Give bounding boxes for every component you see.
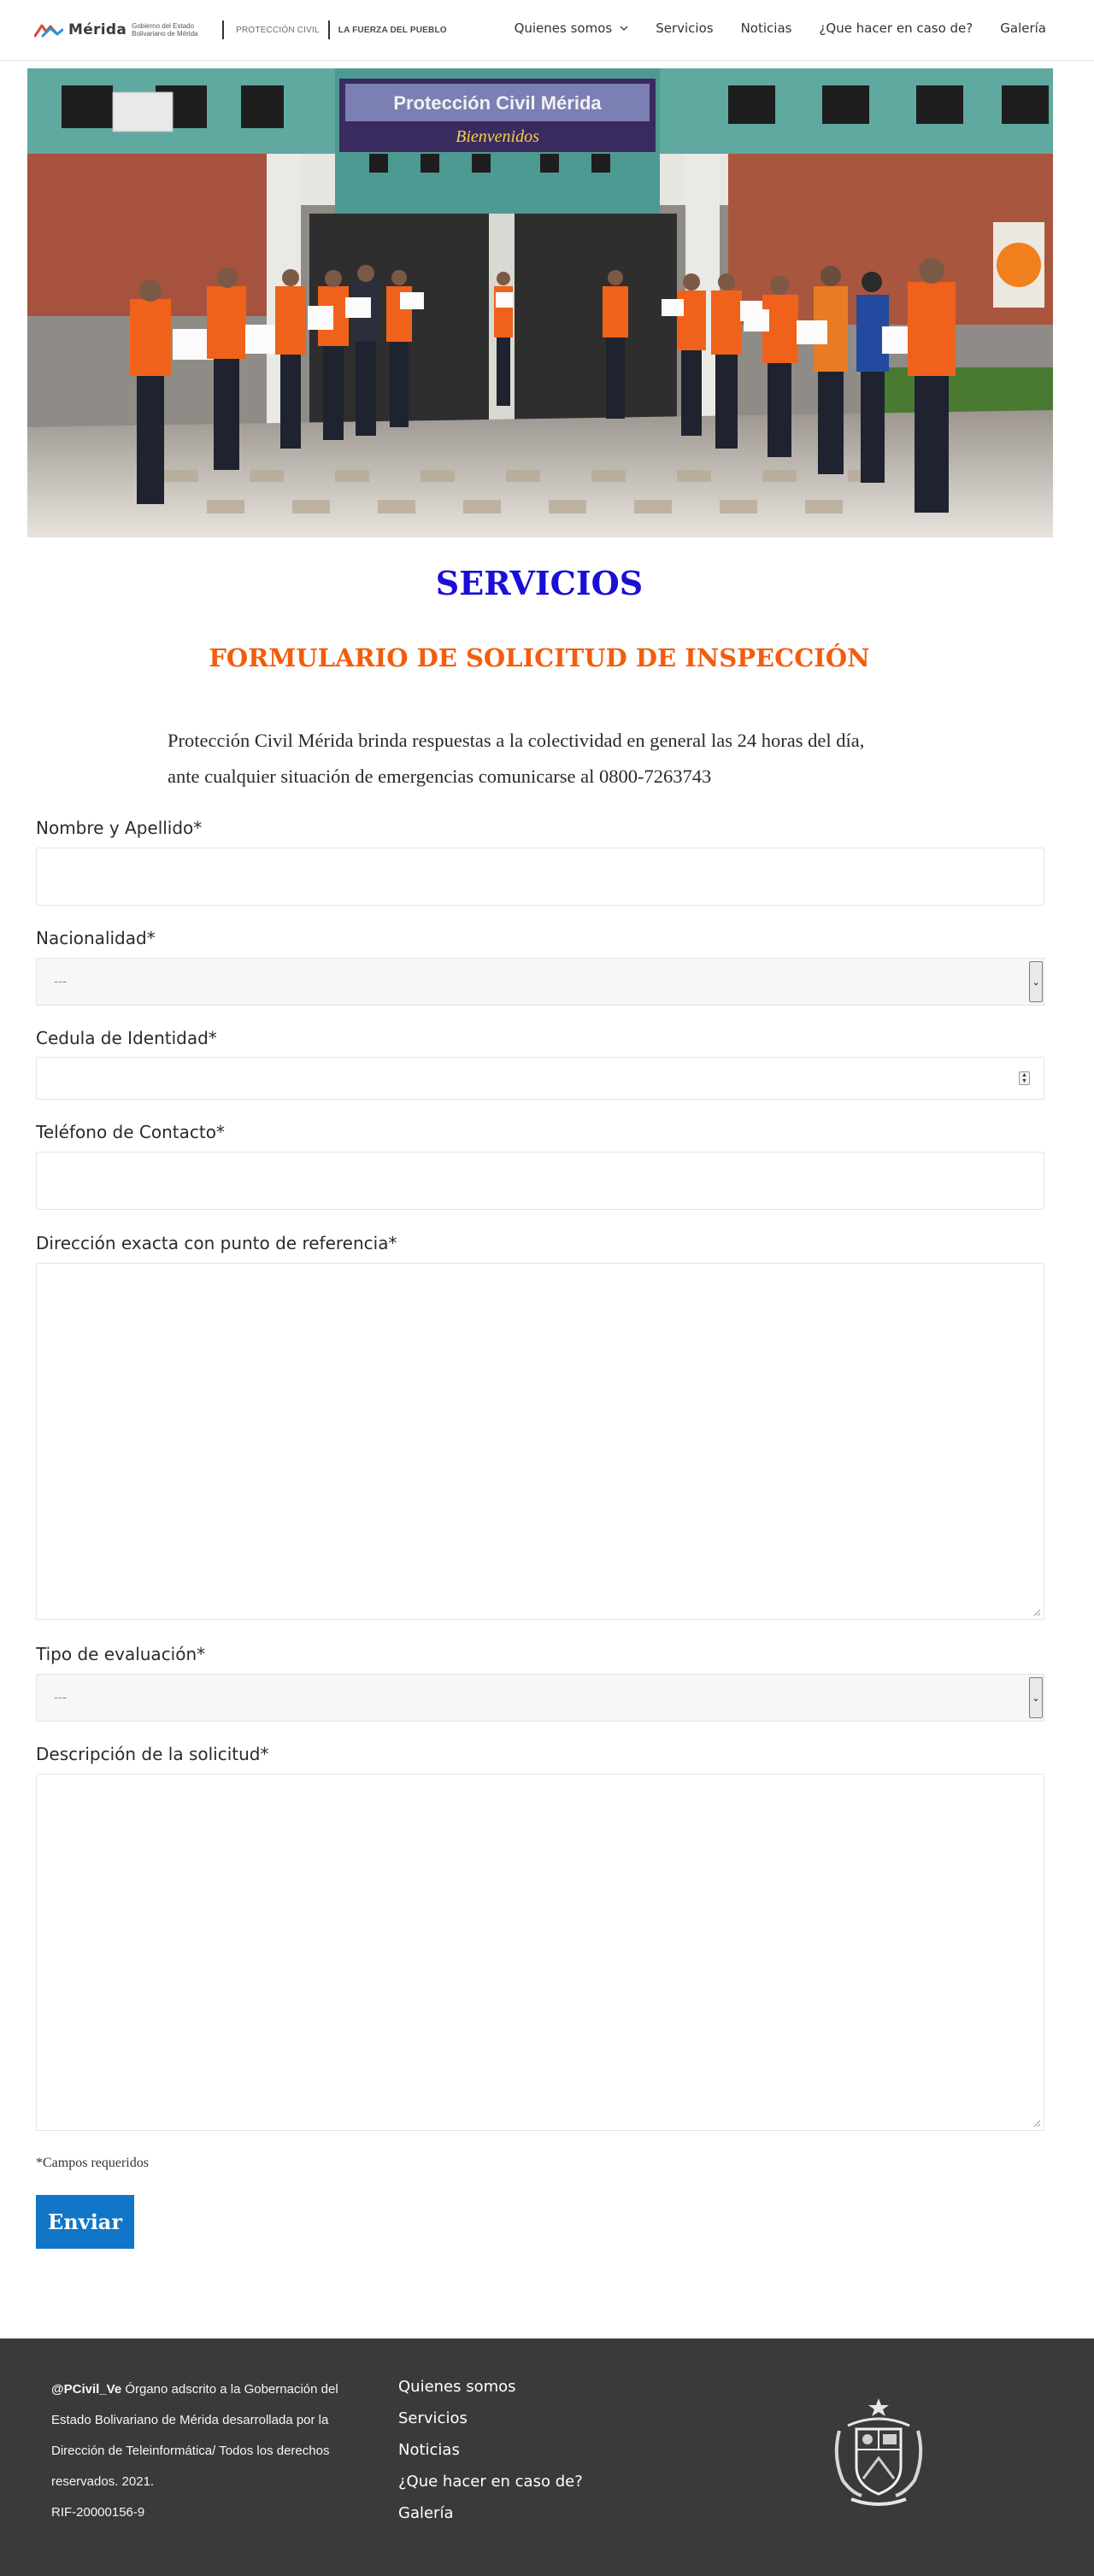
intro-text xyxy=(168,723,937,795)
footer-link-servicios[interactable]: Servicios xyxy=(398,2409,468,2427)
phone-input[interactable] xyxy=(36,1152,1044,1210)
footer-nav xyxy=(398,2371,583,2529)
footer-about-text: Órgano adscrito a la Gobernación del Estado Bolivariano de Mérida desarrollada por la Dirección de Teleinformática/ Todos los derechos reservados. 2021. xyxy=(51,2382,338,2489)
address-label: Dirección exacta con punto de referencia* xyxy=(36,1233,397,1253)
name-label: Nombre y Apellido* xyxy=(36,818,203,838)
resize-handle-icon[interactable] xyxy=(1033,2120,1041,2127)
description-textarea[interactable] xyxy=(36,1774,1044,2131)
nav-noticias[interactable]: Noticias xyxy=(740,21,792,36)
intro-line-2: ante cualquier situación de emergencias comunicarse al 0800-7263743 xyxy=(168,766,712,787)
id-label: Cedula de Identidad* xyxy=(36,1028,217,1048)
footer-link-que-hacer[interactable]: ¿Que hacer en caso de? xyxy=(398,2473,583,2491)
logo-divider xyxy=(328,21,330,39)
footer-rif: RIF-20000156-9 xyxy=(51,2505,145,2520)
chevron-down-icon xyxy=(620,24,628,32)
nav-label: Quienes somos xyxy=(514,21,613,36)
nav-quienes-somos[interactable] xyxy=(515,21,629,36)
coat-of-arms-icon xyxy=(831,2397,926,2509)
footer-link-noticias[interactable]: Noticias xyxy=(398,2441,460,2459)
nationality-select[interactable] xyxy=(36,958,1044,1006)
required-fields-note: *Campos requeridos xyxy=(36,2156,149,2170)
evaluation-type-select[interactable] xyxy=(36,1674,1044,1722)
logo-proteccion-civil: PROTECCIÓN CIVIL xyxy=(236,25,320,35)
chevron-down-icon[interactable]: ⌄ xyxy=(1029,961,1043,1002)
page-title: SERVICIOS xyxy=(435,564,644,602)
banner-text: Protección Civil Mérida xyxy=(393,92,602,114)
logo-subtitle: Gobierno del Estado Bolivariano de Mérida xyxy=(132,22,198,38)
footer-link-quienes-somos[interactable]: Quienes somos xyxy=(398,2378,516,2396)
nationality-label: Nacionalidad* xyxy=(36,928,156,948)
chevron-down-icon[interactable]: ⌄ xyxy=(1029,1677,1043,1718)
nav-galeria[interactable]: Galería xyxy=(1000,21,1046,36)
logo-divider xyxy=(222,21,224,39)
main-nav xyxy=(515,21,1046,36)
description-label: Descripción de la solicitud* xyxy=(36,1744,269,1764)
site-header xyxy=(0,0,1094,61)
hero-photo xyxy=(27,68,1053,537)
phone-label: Teléfono de Contacto* xyxy=(36,1122,225,1142)
twitter-handle-link[interactable]: @PCivil_Ve xyxy=(51,2382,122,2397)
number-spinner-icon[interactable]: ▲ ▼ xyxy=(1019,1071,1030,1085)
site-footer xyxy=(0,2338,1094,2576)
mountains-logo-icon xyxy=(34,21,63,38)
nav-servicios[interactable]: Servicios xyxy=(656,21,714,36)
name-input[interactable] xyxy=(36,848,1044,906)
welcome-text: Bienvenidos xyxy=(456,127,539,146)
form-title: FORMULARIO DE SOLICITUD DE INSPECCIÓN xyxy=(209,643,870,672)
logo-wordmark: Mérida xyxy=(68,21,127,38)
footer-about xyxy=(51,2374,373,2528)
evaluation-type-selected-value: --- xyxy=(54,1690,67,1705)
id-number-input[interactable] xyxy=(36,1057,1044,1100)
submit-button[interactable]: Enviar xyxy=(36,2195,134,2249)
nationality-selected-value: --- xyxy=(54,974,67,989)
hero-photo-illustration xyxy=(27,68,1053,537)
address-textarea[interactable] xyxy=(36,1263,1044,1620)
intro-line-1: Protección Civil Mérida brinda respuestas a la colectividad en general las 24 horas del día, xyxy=(168,730,865,751)
logo-slogan: LA FUERZA DEL PUEBLO xyxy=(338,25,447,35)
resize-handle-icon[interactable] xyxy=(1033,1609,1041,1617)
evaluation-type-label: Tipo de evaluación* xyxy=(36,1644,206,1664)
footer-link-galeria[interactable]: Galería xyxy=(398,2504,454,2522)
site-logo[interactable] xyxy=(34,17,447,43)
nav-que-hacer[interactable]: ¿Que hacer en caso de? xyxy=(819,21,973,36)
